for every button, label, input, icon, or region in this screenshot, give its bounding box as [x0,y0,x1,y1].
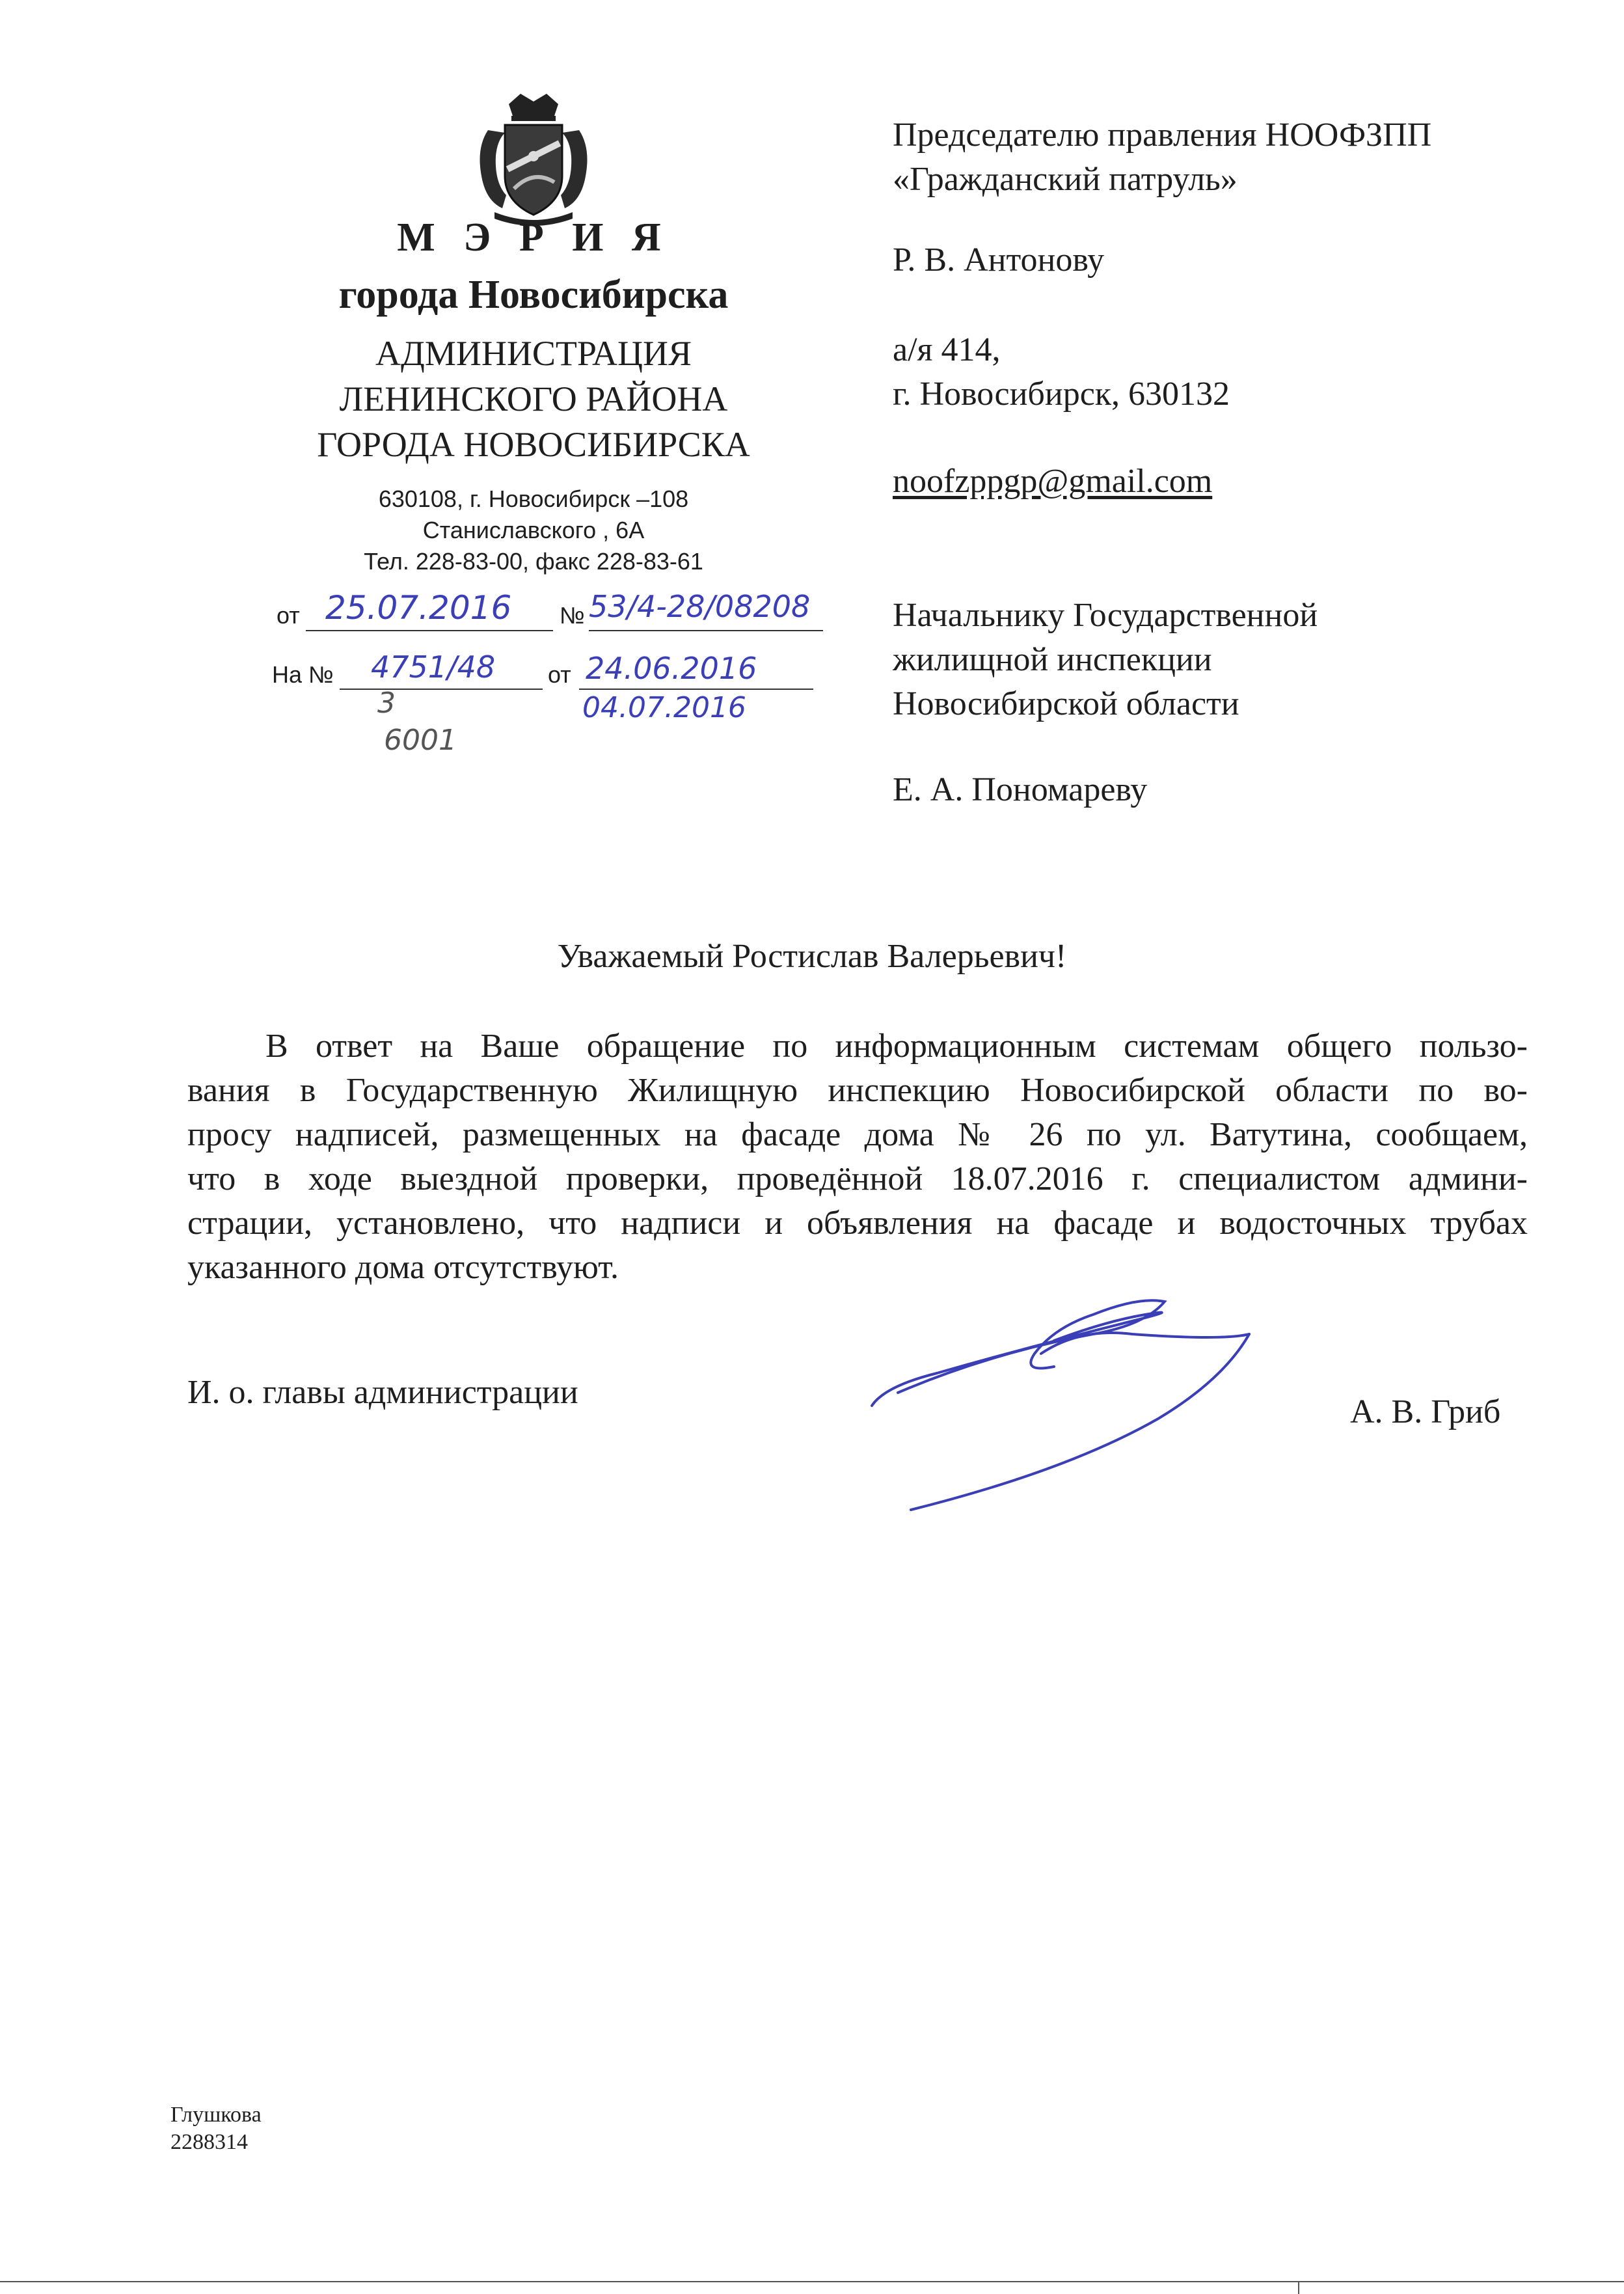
from-label: от [277,602,300,629]
administration-line-2: ЛЕНИНСКОГО РАЙОНА [339,379,728,418]
letterhead-address-line-1: 630108, г. Новосибирск –108 [378,485,689,512]
from-date-handwritten: 25.07.2016 [325,589,512,627]
signatory-position: И. о. главы администрации [187,1374,578,1411]
handwritten-note-2: 6001 [384,724,457,757]
executor-name: Глушкова [170,2103,262,2127]
recipient1-address-line-1: а/я 414, [893,331,1001,368]
number-underline [589,630,823,631]
reply-to-number-handwritten: 4751/48 [371,649,496,685]
body-line-1: В ответ на Ваше обращение по информационным системам общего пользо- [265,1028,1528,1065]
reply-from-date2-handwritten: 04.07.2016 [582,691,746,724]
recipient2-position-line-2: жилищной инспекции [893,641,1212,678]
body-line-2: вания в Государственную Жилищную инспекцию Новосибирской области по во- [187,1072,1528,1109]
body-line-6: указанного дома отсутствуют. [187,1249,619,1286]
reply-from-date-handwritten: 24.06.2016 [586,651,757,686]
handwritten-note-1: 3 [377,687,396,720]
page-bottom-tick [1298,2281,1299,2294]
recipient2-position-line-3: Новосибирской области [893,685,1239,722]
recipient1-name: Р. В. Антонову [893,241,1105,279]
signatory-name: А. В. Гриб [1350,1393,1501,1430]
reply-from-underline [579,689,813,690]
mayoralty-city: города Новосибирска [338,273,729,317]
reply-to-label: На № [272,661,334,688]
recipient2-name: Е. А. Пономареву [893,771,1148,808]
recipient1-address-line-2: г. Новосибирск, 630132 [893,376,1230,413]
mayoralty-title: М Э Р И Я [397,215,670,260]
recipient1-email-link[interactable]: noofzppgp@gmail.com [893,463,1213,500]
reply-from-label: от [548,661,571,688]
handwritten-signature-icon [859,1282,1262,1516]
page-bottom-rule [0,2281,1624,2282]
letterhead-address-line-2: Станиславского , 6А [422,517,645,543]
recipient1-position-line-1: Председателю правления НООФЗПП [893,116,1432,154]
recipient2-position-line-1: Начальнику Государственной [893,597,1318,634]
salutation: Уважаемый Ростислав Валерьевич! [557,938,1067,975]
reply-to-underline [340,689,543,690]
administration-line-3: ГОРОДА НОВОСИБИРСКА [317,425,750,464]
from-date-underline [306,630,553,631]
number-label: № [560,602,585,629]
body-line-5: страции, установлено, что надписи и объявления на фасаде и водосточных трубах [187,1205,1528,1242]
administration-line-1: АДМИНИСТРАЦИЯ [375,334,692,373]
number-handwritten: 53/4-28/08208 [589,589,811,624]
executor-phone: 2288314 [170,2130,248,2154]
body-line-3: просу надписей, размещенных на фасаде дома № 26 по ул. Ватутина, сообщаем, [187,1116,1528,1153]
recipient1-position-line-2: «Гражданский патруль» [893,161,1238,198]
coat-of-arms-icon [468,91,599,228]
letterhead-phone-line: Тел. 228-83-00, факс 228-83-61 [364,548,703,575]
body-line-4: что в ходе выездной проверки, проведённой 18.07.2016 г. специалистом админи- [187,1160,1528,1197]
